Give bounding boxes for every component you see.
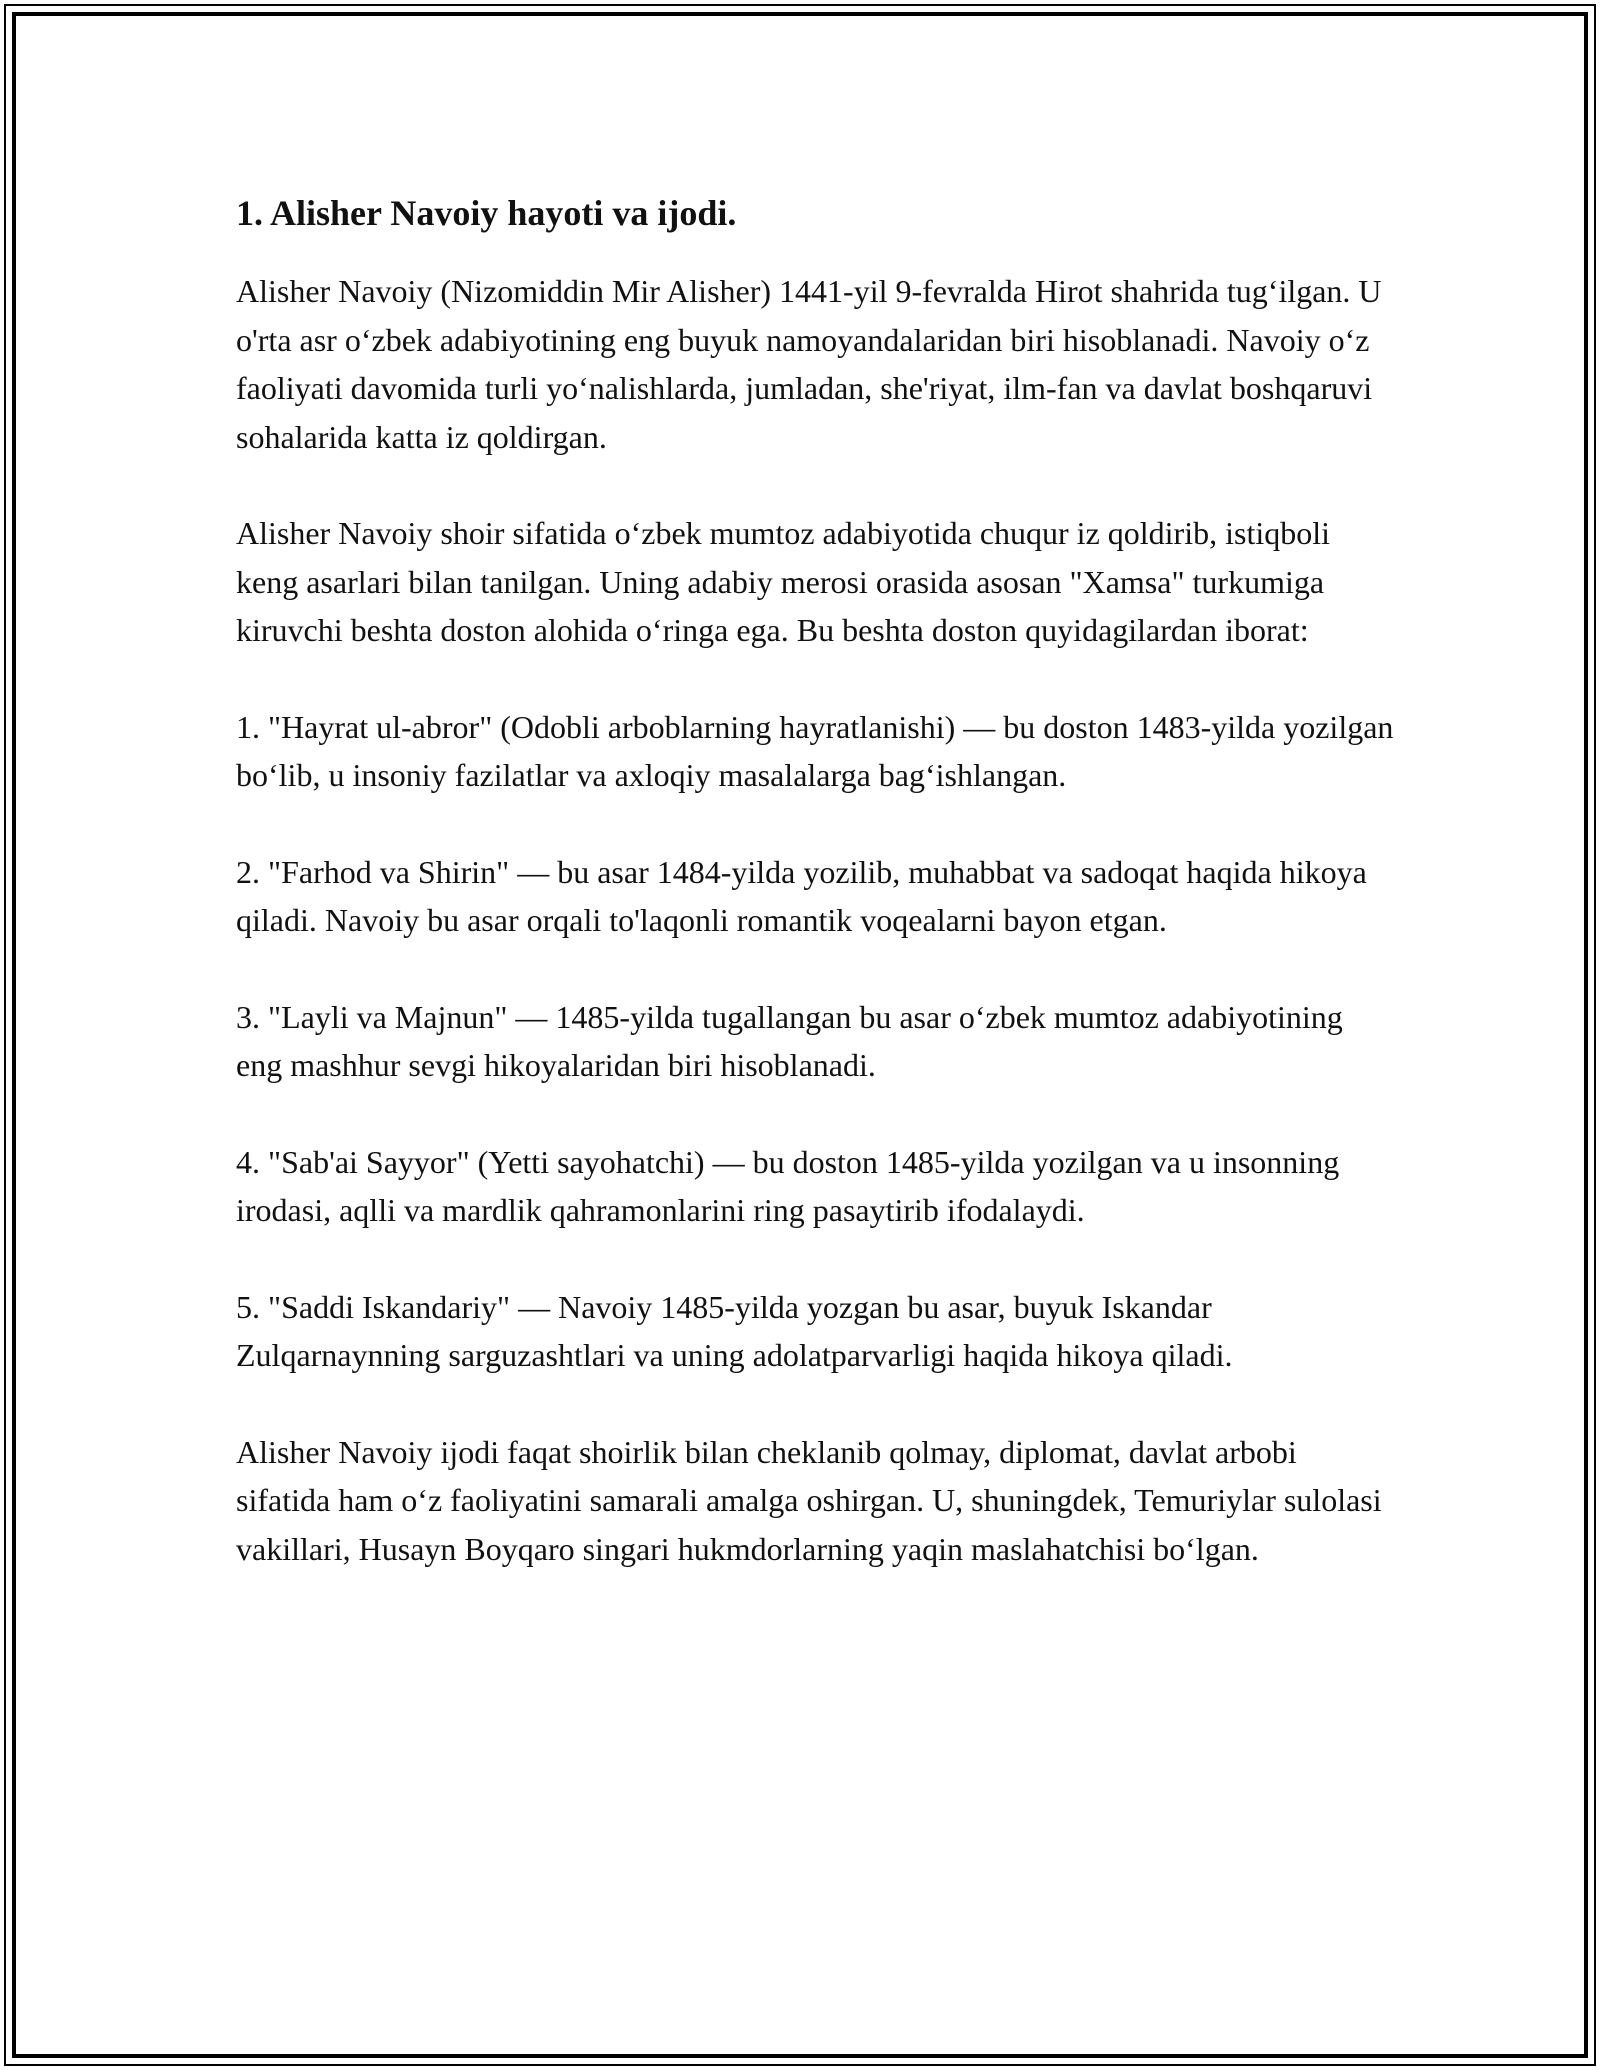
list-item-layli-va-majnun: 3. "Layli va Majnun" — 1485-yilda tugallangan bu asar o‘zbek mumtoz adabiyotining eng mashhur sevgi hikoyalaridan biri hisoblanadi. — [236, 998, 1343, 1083]
document-body — [236, 189, 1396, 1621]
list-item-farhod-va-shirin: 2. "Farhod va Shirin" — bu asar 1484-yilda yozilib, muhabbat va sadoqat haqida hikoya qiladi. Navoiy bu asar orqali to'laqonli romantik voqealarni bayon etgan. — [236, 853, 1367, 938]
paragraph-intro: Alisher Navoiy (Nizomiddin Mir Alisher) 1441-yil 9-fevralda Hirot shahrida tug‘ilgan. U o'rta asr o‘zbek adabiyotining eng buyuk namoyandalaridan biri hisoblanadi. Navoiy o‘z faoliyati davomida turli yo‘nalishlarda, jumladan, she'riyat, ilm-fan va davlat boshqaruvi sohalarida katta iz qoldirgan. — [236, 273, 1382, 455]
paragraph-xamsa-overview: Alisher Navoiy shoir sifatida o‘zbek mumtoz adabiyotida chuqur iz qoldirib, istiqboli keng asarlari bilan tanilgan. Uning adabiy merosi orasida asosan "Xamsa" turkumiga kiruvchi beshta doston alohida o‘ringa ega. Bu beshta doston quyidagilardan iborat: — [236, 515, 1330, 648]
list-item-hayrat-ul-abror: 1. "Hayrat ul-abror" (Odobli arboblarning hayratlanishi) — bu doston 1483-yilda yozilgan bo‘lib, u insoniy fazilatlar va axloqiy masalalarga bag‘ishlangan. — [236, 708, 1394, 793]
page-title: 1. Alisher Navoiy hayoti va ijodi. — [236, 193, 737, 233]
paragraph-conclusion: Alisher Navoiy ijodi faqat shoirlik bilan cheklanib qolmay, diplomat, davlat arbobi sifatida ham o‘z faoliyatini samarali amalga oshirgan. U, shuningdek, Temuriylar sulolasi vakillari, Husayn Boyqaro singari hukmdorlarning yaqin maslahatchisi bo‘lgan. — [236, 1433, 1382, 1567]
list-item-saddi-iskandariy: 5. "Saddi Iskandariy" — Navoiy 1485-yilda yozgan bu asar, buyuk Iskandar Zulqarnaynning sarguzashtlari va uning adolatparvarligi haqida hikoya qiladi. — [236, 1288, 1233, 1373]
list-item-sabai-sayyor: 4. "Sab'ai Sayyor" (Yetti sayohatchi) — bu doston 1485-yilda yozilgan va u insonning irodasi, aqlli va mardlik qahramonlarini ring pasaytirib ifodalaydi. — [236, 1143, 1340, 1228]
